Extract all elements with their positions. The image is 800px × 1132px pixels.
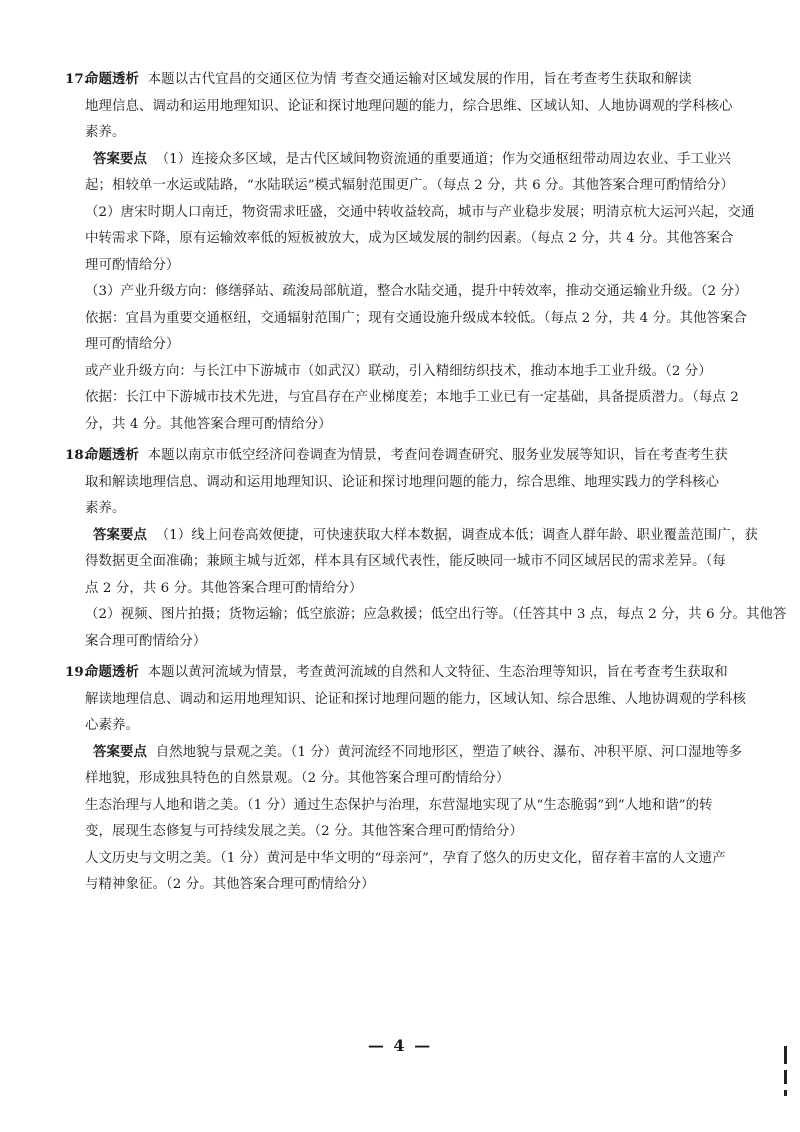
q19-answer-line-4: 变，展现生态修复与可持续发展之美。（2 分。其他答案合理可酌情给分） [85,824,523,839]
q18-analysis-line-1: 18.命题透析 本题以南京市低空经济问卷调查为情景，考查问卷调查研究、服务业发展等知识，旨在考查考生获 [85,442,735,470]
q17-analysis-line-3: 素养。 [85,125,126,140]
q17-answer-line-4: 中转需求下降，原有运输效率低的短板被放大，成为区域发展的制约因素。（每点 2 分，共 4 分。其他答案合 [85,231,734,246]
q17-answer-line-2: 起；相较单一水运或陆路，“水陆联运”模式辐射范围更广。（每点 2 分，共 6 分。其他答案合理可酌情给分） [85,178,734,193]
q17-answer-line-1: 答案要点 （1）连接众多区域，是古代区域间物资流通的重要通道；作为交通枢纽带动周边农业、手工业兴 [93,151,731,167]
q19-answer-line-6: 与精神象征。（2 分。其他答案合理可酌情给分） [85,877,375,892]
q17-analysis-label: 命题透析 [85,72,139,87]
q17-answer-line-9: 或产业升级方向：与长江中下游城市（如武汉）联动，引入精细纺织技术，推动本地手工业升级。（2 分） [85,363,712,379]
q17-analysis-line-1: 17.命题透析 本题以古代宜昌的交通区位为情 考查交通运输对区域发展的作用，旨在考查考生获取和解读 [85,66,735,94]
q18-analysis-line-2: 取和解读地理信息、调动和运用地理知识、论证和探讨地理问题的能力，综合思维、地理实践力的学科核心 [85,474,720,490]
q18-answer-line-5: 案合理可酌情给分） [85,633,207,649]
scan-edge-marks [784,1046,788,1102]
q18-answer-line-2: 得数据更全面准确；兼顾主城与近郊，样本具有区域代表性，能反映同一城市不同区域居民的需求差异。（每 [85,554,726,569]
q19-analysis-line-3: 心素养。 [85,718,139,733]
q19-analysis-line-1: 19.命题透析 本题以黄河流域为情景，考查黄河流域的自然和人文特征、生态治理等知识，旨在考查考生获取和 [85,659,735,687]
q18-answer-line-1: 答案要点 （1）线上问卷高效便捷，可快速获取大样本数据，调查成本低；调查人群年龄、职业覆盖范围广，获 [93,527,758,543]
answer-page [65,66,787,903]
q17-answer-line-8: 理可酌情给分） [85,337,180,352]
question-18 [65,442,787,655]
q18-analysis-line-3: 素养。 [85,501,126,516]
q19-answer-line-2: 样地貌，形成独具特色的自然景观。（2 分。其他答案合理可酌情给分） [85,771,510,786]
q18-answer-label: 答案要点 [93,527,147,543]
q17-answer-line-3: （2）唐宋时期人口南迁，物资需求旺盛，交通中转收益较高，城市与产业稳步发展；明清京杭大运河兴起，交通 [85,204,755,220]
q17-answer-line-6: （3）产业升级方向：修缮驿站、疏浚局部航道，整合水陆交通，提升中转效率，推动交通运输业升级。（2 分） [85,284,748,299]
q18-answer-line-3: 点 2 分，共 6 分。其他答案合理可酌情给分） [85,580,363,596]
q19-analysis-line-2: 解读地理信息、调动和运用地理知识、论证和探讨地理问题的能力，区域认知、综合思维、人地协调观的学科核 [85,691,747,707]
question-17 [65,66,755,438]
q17-answer-label: 答案要点 [93,151,147,167]
q19-number: 19. [65,664,89,680]
q18-analysis-label: 命题透析 [85,448,139,463]
q17-answer-line-7: 依据：宜昌为重要交通枢纽，交通辐射范围广；现有交通设施升级成本较低。（每点 2 分，共 4 分。其他答案合 [85,310,748,326]
q17-number: 17. [65,71,89,87]
q18-answer-line-4: （2）视频、图片拍摄；货物运输；低空旅游；应急救援；低空出行等。（任答其中 3 点，每点 2 分，共 6 分。其他答 [85,607,787,622]
q17-answer-line-11: 分，共 4 分。其他答案合理可酌情给分） [85,416,332,432]
q19-answer-line-5: 人文历史与文明之美。（1 分）黄河是中华文明的“母亲河”，孕育了悠久的历史文化，留存着丰富的人文遗产 [85,850,726,866]
question-19 [65,659,747,899]
page-number: — 4 — [367,1036,433,1055]
q19-analysis-label: 命题透析 [85,665,139,680]
q19-answer-line-3: 生态治理与人地和谐之美。（1 分）通过生态保护与治理，东营湿地实现了从“生态脆弱”到“人地和谐”的转 [85,797,713,813]
q17-answer-line-10: 依据：长江中下游城市技术先进，与宜昌存在产业梯度差；本地手工业已有一定基础，具备提质潜力。（每点 2 [85,390,739,405]
q17-answer-line-5: 理可酌情给分） [85,257,180,273]
q19-answer-label: 答案要点 [93,744,147,760]
q19-answer-line-1: 答案要点 自然地貌与景观之美。（1 分）黄河流经不同地形区，塑造了峡谷、瀑布、冲积平原、河口湿地等多 [93,744,743,760]
q18-number: 18. [65,447,89,463]
q17-analysis-line-2: 地理信息、调动和运用地理知识、论证和探讨地理问题的能力，综合思维、区域认知、人地协调观的学科核心 [85,98,733,114]
